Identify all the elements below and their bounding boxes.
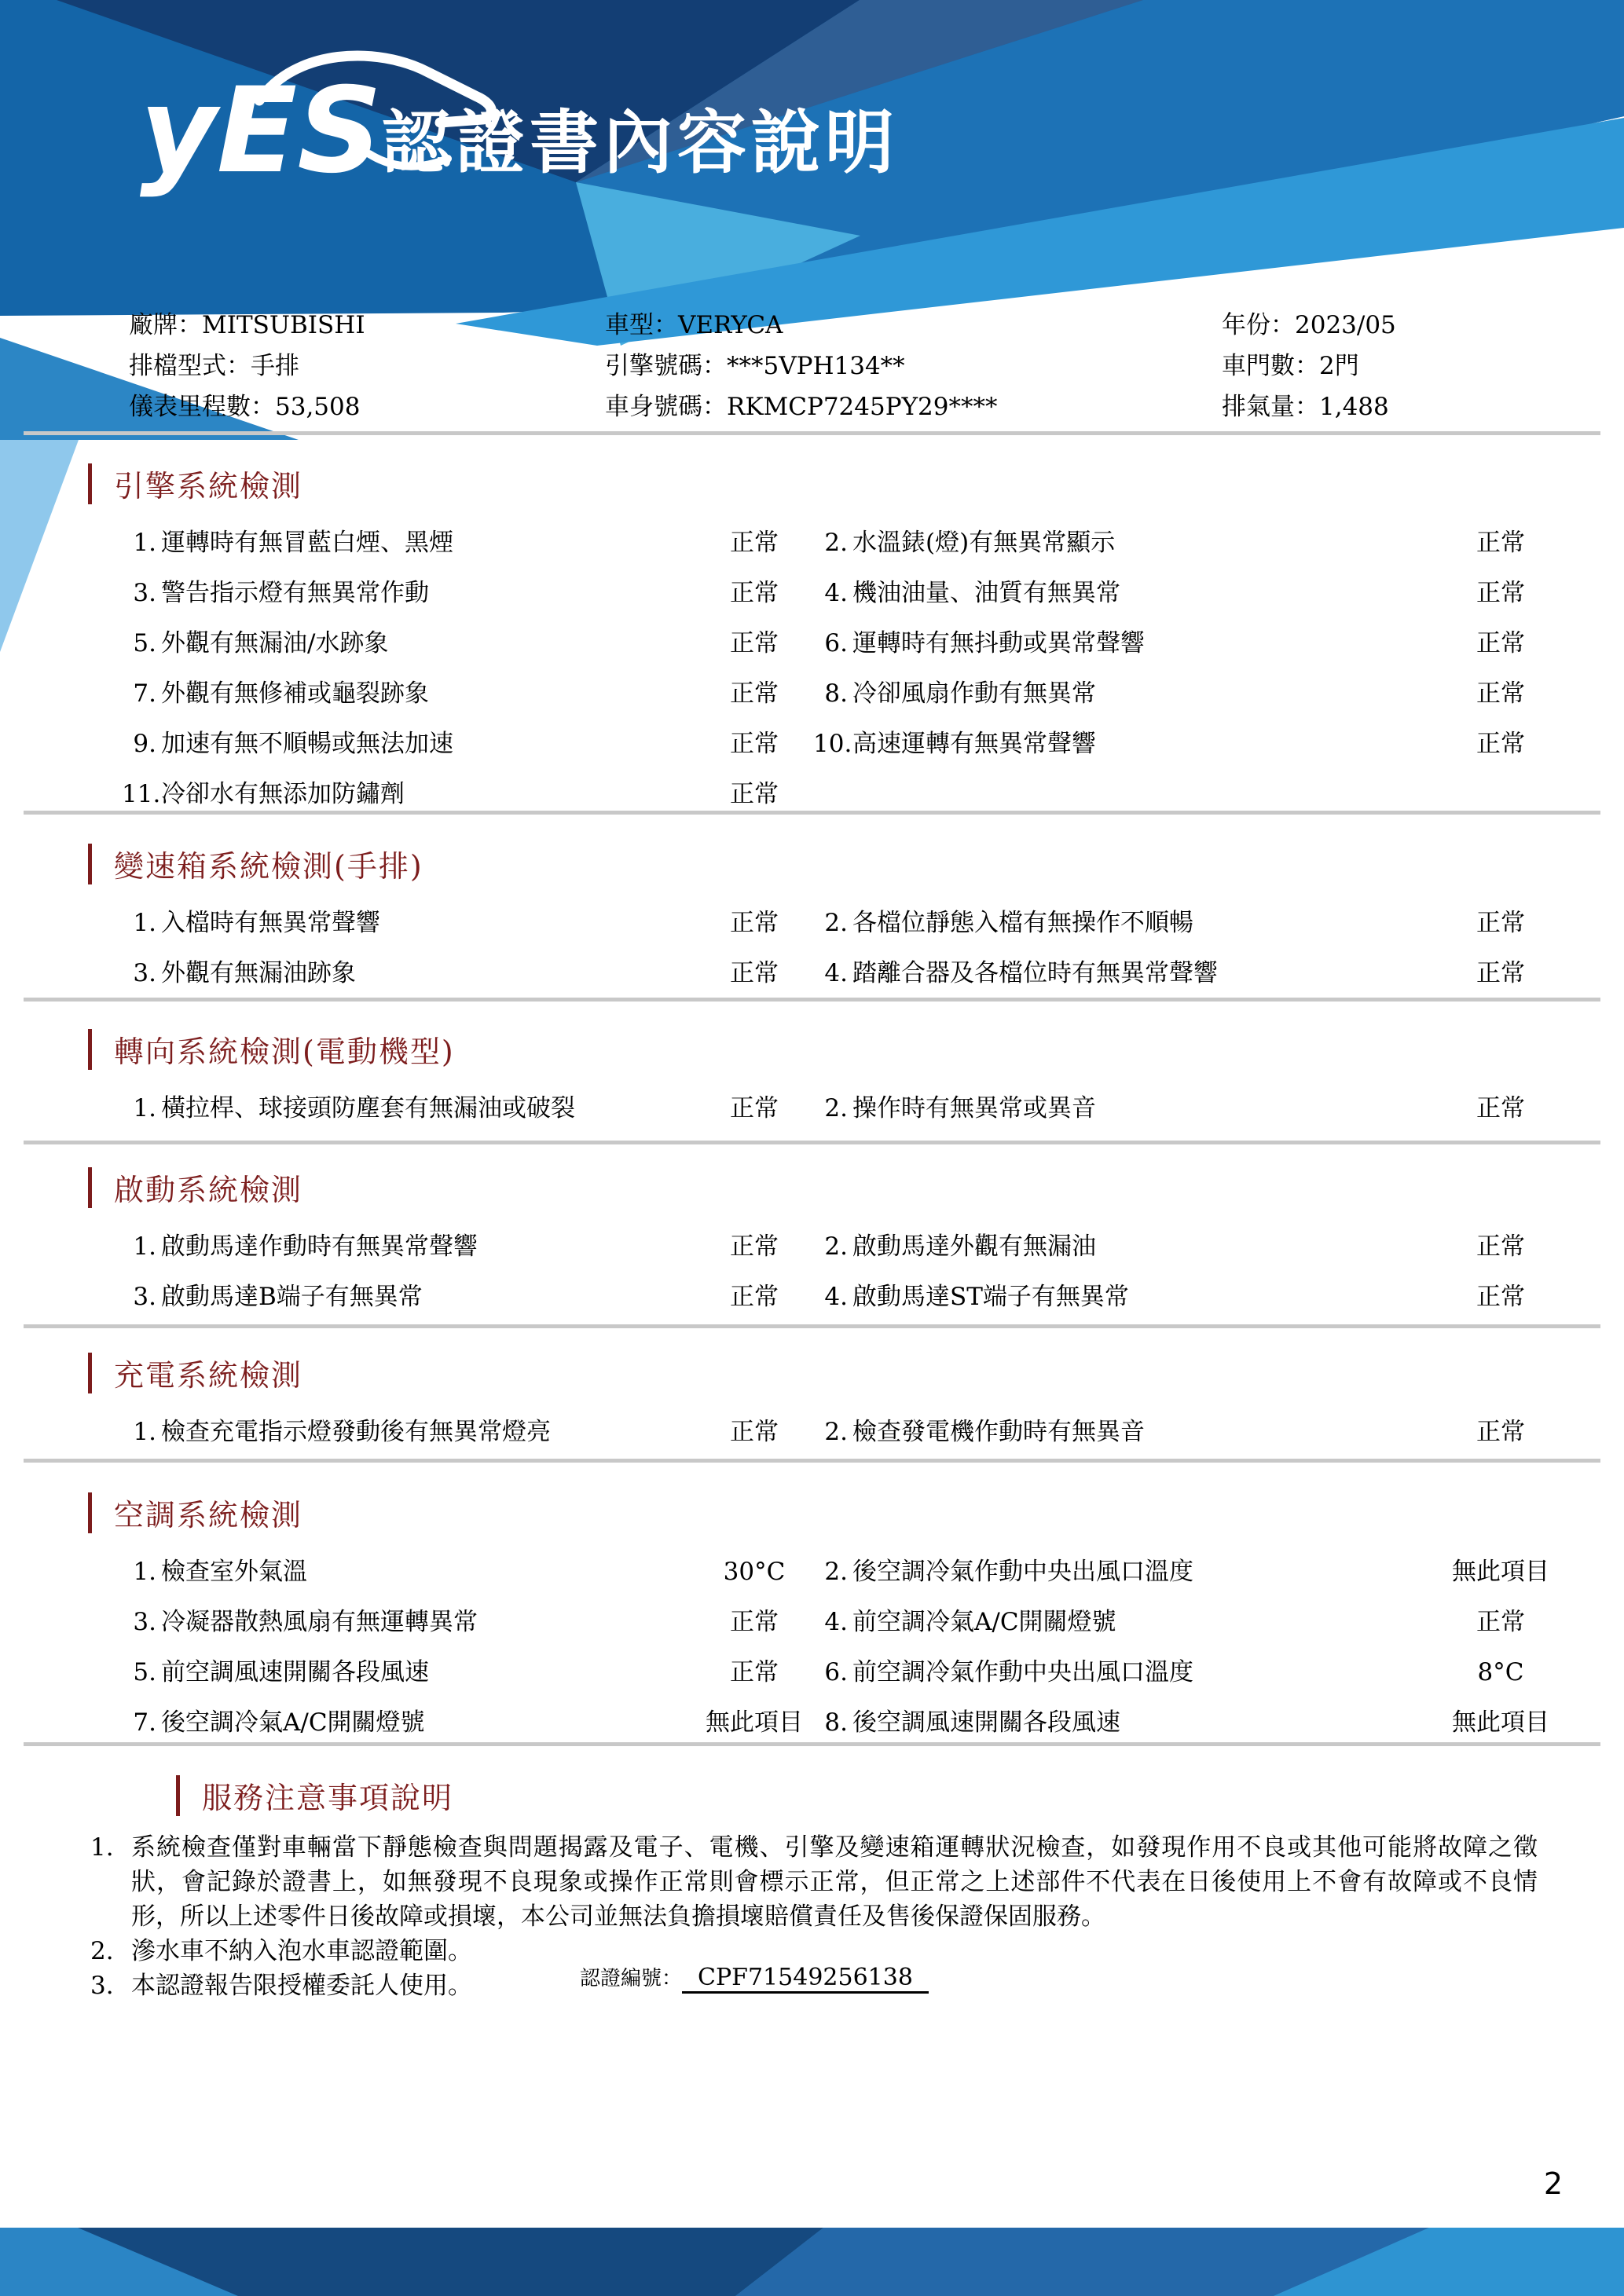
item-number: 4. xyxy=(824,959,848,987)
item-number: 2. xyxy=(824,529,848,557)
certificate-number-label: 認證編號： xyxy=(580,1967,683,1990)
section-title-row xyxy=(88,1351,1624,1394)
inspection-item xyxy=(122,1555,711,1588)
inspection-row xyxy=(122,1606,1575,1656)
note-number: 2. xyxy=(90,1937,114,1965)
inspection-result: 30°C xyxy=(723,1558,786,1586)
vehicle-info-field: 排氣量：1,488 xyxy=(1222,393,1389,421)
item-text: 啟動馬達外觀有無漏油 xyxy=(852,1232,1096,1261)
item-text: 操作時有無異常或異音 xyxy=(852,1094,1096,1122)
inspection-result: 正常 xyxy=(730,1232,779,1261)
inspection-result: 無此項目 xyxy=(1452,1558,1549,1586)
section-title-bar xyxy=(88,1353,92,1393)
notes-title: 服務注意事項說明 xyxy=(202,1781,454,1815)
footer-art xyxy=(0,2228,1624,2296)
page-title: 認證書內容說明 xyxy=(382,102,900,183)
inspection-result: 正常 xyxy=(730,1283,779,1311)
certificate-number-row xyxy=(580,1962,929,1991)
section-rows xyxy=(122,1555,1575,1756)
inspection-section xyxy=(0,1491,1624,1737)
inspection-item xyxy=(813,677,1379,710)
item-text: 冷凝器散熱風扇有無運轉異常 xyxy=(161,1608,478,1636)
inspection-item xyxy=(122,1656,711,1689)
section-title-row xyxy=(88,842,1624,885)
inspection-item xyxy=(813,1230,1379,1263)
item-number: 5. xyxy=(133,629,156,657)
note-number: 3. xyxy=(90,1972,114,2000)
item-text: 啟動馬達ST端子有無異常 xyxy=(852,1283,1129,1311)
inspection-result: 正常 xyxy=(730,529,779,557)
inspection-item xyxy=(122,906,711,939)
logo-text: yES xyxy=(140,63,383,200)
item-number: 6. xyxy=(824,629,848,657)
item-number: 1. xyxy=(133,529,156,557)
item-number: 4. xyxy=(824,1283,848,1311)
section-title-row xyxy=(88,1166,1624,1209)
section-rows xyxy=(122,906,1575,1007)
vehicle-info-field: 排檔型式：手排 xyxy=(129,352,299,380)
item-number: 11. xyxy=(122,780,161,808)
item-text: 高速運轉有無異常聲響 xyxy=(852,730,1096,758)
item-number: 7. xyxy=(133,1708,156,1737)
inspection-row xyxy=(122,1656,1575,1706)
vehicle-info-field: 車型：VERYCA xyxy=(605,311,783,339)
vehicle-info-field: 年份：2023/05 xyxy=(1222,311,1396,339)
inspection-item xyxy=(813,627,1379,660)
item-text: 踏離合器及各檔位時有無異常聲響 xyxy=(852,959,1218,987)
inspection-item xyxy=(122,1092,711,1125)
item-number: 1. xyxy=(133,909,156,937)
vehicle-info-field: 車身號碼：RKMCP7245PY29**** xyxy=(605,393,998,421)
inspection-item xyxy=(813,1706,1379,1739)
inspection-item xyxy=(122,627,711,660)
item-number: 8. xyxy=(824,679,848,708)
item-text: 檢查充電指示燈發動後有無異常燈亮 xyxy=(161,1418,551,1446)
inspection-item xyxy=(122,1415,711,1448)
section-title-bar xyxy=(88,844,92,884)
item-text: 外觀有無漏油跡象 xyxy=(161,959,356,987)
inspection-result: 無此項目 xyxy=(1452,1708,1549,1737)
section-rows xyxy=(122,526,1575,828)
inspection-result: 正常 xyxy=(730,909,779,937)
item-text: 前空調冷氣A/C開關燈號 xyxy=(852,1608,1116,1636)
item-number: 1. xyxy=(133,1418,156,1446)
section-title: 啟動系統檢測 xyxy=(114,1173,303,1207)
item-text: 警告指示燈有無異常作動 xyxy=(161,579,429,607)
inspection-section xyxy=(0,1027,1624,1122)
item-text: 前空調冷氣作動中央出風口溫度 xyxy=(852,1658,1193,1686)
inspection-result: 正常 xyxy=(1476,909,1525,937)
inspection-row xyxy=(122,627,1575,677)
inspection-result: 正常 xyxy=(730,629,779,657)
inspection-item xyxy=(122,727,711,760)
inspection-row xyxy=(122,677,1575,727)
inspection-result: 正常 xyxy=(730,959,779,987)
item-number: 6. xyxy=(824,1658,848,1686)
inspection-item xyxy=(813,526,1379,559)
inspection-result: 正常 xyxy=(730,1608,779,1636)
inspection-item xyxy=(122,1230,711,1263)
item-number: 4. xyxy=(824,579,848,607)
inspection-result: 正常 xyxy=(1476,579,1525,607)
inspection-item xyxy=(813,1280,1379,1313)
inspection-item xyxy=(122,1606,711,1639)
inspection-section xyxy=(0,842,1624,987)
section-rows xyxy=(122,1230,1575,1331)
vehicle-info-field: 儀表里程數：53,508 xyxy=(129,393,361,421)
note-text: 滲水車不納入泡水車認證範圍。 xyxy=(131,1937,472,1965)
inspection-row xyxy=(122,577,1575,627)
item-text: 水溫錶(燈)有無異常顯示 xyxy=(852,529,1116,557)
section-title: 轉向系統檢測(電動機型) xyxy=(114,1034,455,1069)
section-title: 空調系統檢測 xyxy=(114,1498,303,1532)
item-text: 外觀有無修補或龜裂跡象 xyxy=(161,679,429,708)
item-number: 7. xyxy=(133,679,156,708)
section-title-bar xyxy=(88,463,92,504)
section-title-row xyxy=(88,462,1624,505)
item-text: 啟動馬達作動時有無異常聲響 xyxy=(161,1232,478,1261)
item-text: 運轉時有無抖動或異常聲響 xyxy=(852,629,1145,657)
inspection-row xyxy=(122,1706,1575,1756)
item-number: 2. xyxy=(824,1558,848,1586)
item-number: 9. xyxy=(133,730,156,758)
item-text: 前空調風速開關各段風速 xyxy=(161,1658,429,1686)
item-number: 2. xyxy=(824,909,848,937)
inspection-result: 正常 xyxy=(1476,529,1525,557)
inspection-result: 無此項目 xyxy=(706,1708,803,1737)
item-text: 加速有無不順暢或無法加速 xyxy=(161,730,453,758)
inspection-item xyxy=(813,577,1379,610)
section-title-bar xyxy=(88,1492,92,1533)
inspection-result: 正常 xyxy=(1476,629,1525,657)
item-number: 3. xyxy=(133,1608,156,1636)
note-text: 本認證報告限授權委託人使用。 xyxy=(131,1972,472,2000)
item-number: 3. xyxy=(133,959,156,987)
inspection-result: 正常 xyxy=(1476,1418,1525,1446)
item-text: 各檔位靜態入檔有無操作不順暢 xyxy=(852,909,1193,937)
section-rows xyxy=(122,1092,1575,1142)
vehicle-info-field: 引擎號碼：***5VPH134** xyxy=(605,352,905,380)
section-title: 引擎系統檢測 xyxy=(114,469,303,504)
item-number: 2. xyxy=(824,1094,848,1122)
item-number: 1. xyxy=(133,1558,156,1586)
item-text: 橫拉桿、球接頭防塵套有無漏油或破裂 xyxy=(161,1094,575,1122)
item-text: 檢查發電機作動時有無異音 xyxy=(852,1418,1145,1446)
inspection-item xyxy=(813,727,1379,760)
item-number: 2. xyxy=(824,1232,848,1261)
item-number: 10. xyxy=(813,730,852,758)
item-text: 運轉時有無冒藍白煙、黑煙 xyxy=(161,529,453,557)
item-number: 4. xyxy=(824,1608,848,1636)
vehicle-info xyxy=(129,308,1590,430)
item-text: 檢查室外氣溫 xyxy=(161,1558,307,1586)
inspection-row xyxy=(122,727,1575,778)
inspection-item xyxy=(813,1555,1379,1588)
vehicle-info-field: 廠牌：MITSUBISHI xyxy=(129,311,365,339)
inspection-item xyxy=(122,778,711,811)
inspection-result: 正常 xyxy=(1476,959,1525,987)
inspection-item xyxy=(122,1280,711,1313)
item-text: 外觀有無漏油/水跡象 xyxy=(161,629,389,657)
inspection-result: 正常 xyxy=(730,1418,779,1446)
item-number: 2. xyxy=(824,1418,848,1446)
section-title-bar xyxy=(88,1029,92,1070)
item-text: 冷卻水有無添加防鏽劑 xyxy=(161,780,405,808)
inspection-row xyxy=(122,526,1575,577)
inspection-result: 正常 xyxy=(730,1658,779,1686)
inspection-result: 正常 xyxy=(730,1094,779,1122)
inspection-item xyxy=(813,1415,1379,1448)
item-number: 3. xyxy=(133,579,156,607)
inspection-item xyxy=(122,1706,711,1739)
inspection-item xyxy=(122,577,711,610)
item-text: 機油油量、油質有無異常 xyxy=(852,579,1120,607)
inspection-row xyxy=(122,1555,1575,1606)
section-title: 充電系統檢測 xyxy=(114,1358,303,1393)
inspection-row xyxy=(122,957,1575,1007)
inspection-item xyxy=(813,1656,1379,1689)
section-title-bar xyxy=(176,1775,180,1816)
item-number: 3. xyxy=(133,1283,156,1311)
section-title-row xyxy=(88,1027,1624,1071)
note-number: 1. xyxy=(90,1833,114,1862)
item-number: 8. xyxy=(824,1708,848,1737)
page-number: 2 xyxy=(1543,2166,1563,2201)
item-number: 1. xyxy=(133,1232,156,1261)
inspection-result: 正常 xyxy=(1476,1283,1525,1311)
inspection-section xyxy=(0,1351,1624,1446)
inspection-result: 正常 xyxy=(730,679,779,708)
inspection-result: 8°C xyxy=(1477,1658,1524,1686)
inspection-row xyxy=(122,1280,1575,1331)
section-title: 變速箱系統檢測(手排) xyxy=(114,849,423,884)
inspection-row xyxy=(122,1415,1575,1466)
inspection-row xyxy=(122,1092,1575,1142)
inspection-row xyxy=(122,778,1575,828)
section-rows xyxy=(122,1415,1575,1466)
item-text: 入檔時有無異常聲響 xyxy=(161,909,380,937)
notes-title-row xyxy=(176,1774,1624,1817)
inspection-result: 正常 xyxy=(1476,1094,1525,1122)
inspection-section xyxy=(0,462,1624,808)
certificate-number: CPF71549256138 xyxy=(682,1964,929,1994)
section-title-row xyxy=(88,1491,1624,1534)
inspection-item xyxy=(813,906,1379,939)
inspection-item xyxy=(813,957,1379,990)
inspection-item xyxy=(122,677,711,710)
inspection-result: 正常 xyxy=(730,730,779,758)
item-number: 5. xyxy=(133,1658,156,1686)
inspection-result: 正常 xyxy=(730,780,779,808)
item-text: 後空調冷氣作動中央出風口溫度 xyxy=(852,1558,1193,1586)
item-number: 1. xyxy=(133,1094,156,1122)
inspection-item xyxy=(813,1092,1379,1125)
note-text: 系統檢查僅對車輛當下靜態檢查與問題揭露及電子、電機、引擎及變速箱運轉狀況檢查，如發現作用不良或其他可能將故障之徵狀，會記錄於證書上，如無發現不良現象或操作正常則會標示正常，但正常之上述部件不代表在日後使用上不會有故障或不良情形，所以上述零件日後故障或損壞，本公司並無法負擔損壞賠償責任及售後保證保固服務。 xyxy=(131,1833,1538,1931)
divider xyxy=(24,431,1600,435)
inspection-row xyxy=(122,906,1575,957)
inspection-result: 正常 xyxy=(1476,1232,1525,1261)
inspection-section xyxy=(0,1166,1624,1311)
inspection-item xyxy=(813,1606,1379,1639)
item-text: 後空調風速開關各段風速 xyxy=(852,1708,1120,1737)
item-text: 後空調冷氣A/C開關燈號 xyxy=(161,1708,425,1737)
inspection-result: 正常 xyxy=(1476,679,1525,708)
inspection-row xyxy=(122,1230,1575,1280)
item-text: 冷卻風扇作動有無異常 xyxy=(852,679,1096,708)
inspection-result: 正常 xyxy=(1476,1608,1525,1636)
item-text: 啟動馬達B端子有無異常 xyxy=(161,1283,423,1311)
vehicle-info-field: 車門數：2門 xyxy=(1222,352,1359,380)
inspection-result: 正常 xyxy=(730,579,779,607)
section-title-bar xyxy=(88,1167,92,1208)
note-item xyxy=(88,1830,1565,1934)
inspection-item xyxy=(122,957,711,990)
inspection-result: 正常 xyxy=(1476,730,1525,758)
inspection-item xyxy=(122,526,711,559)
